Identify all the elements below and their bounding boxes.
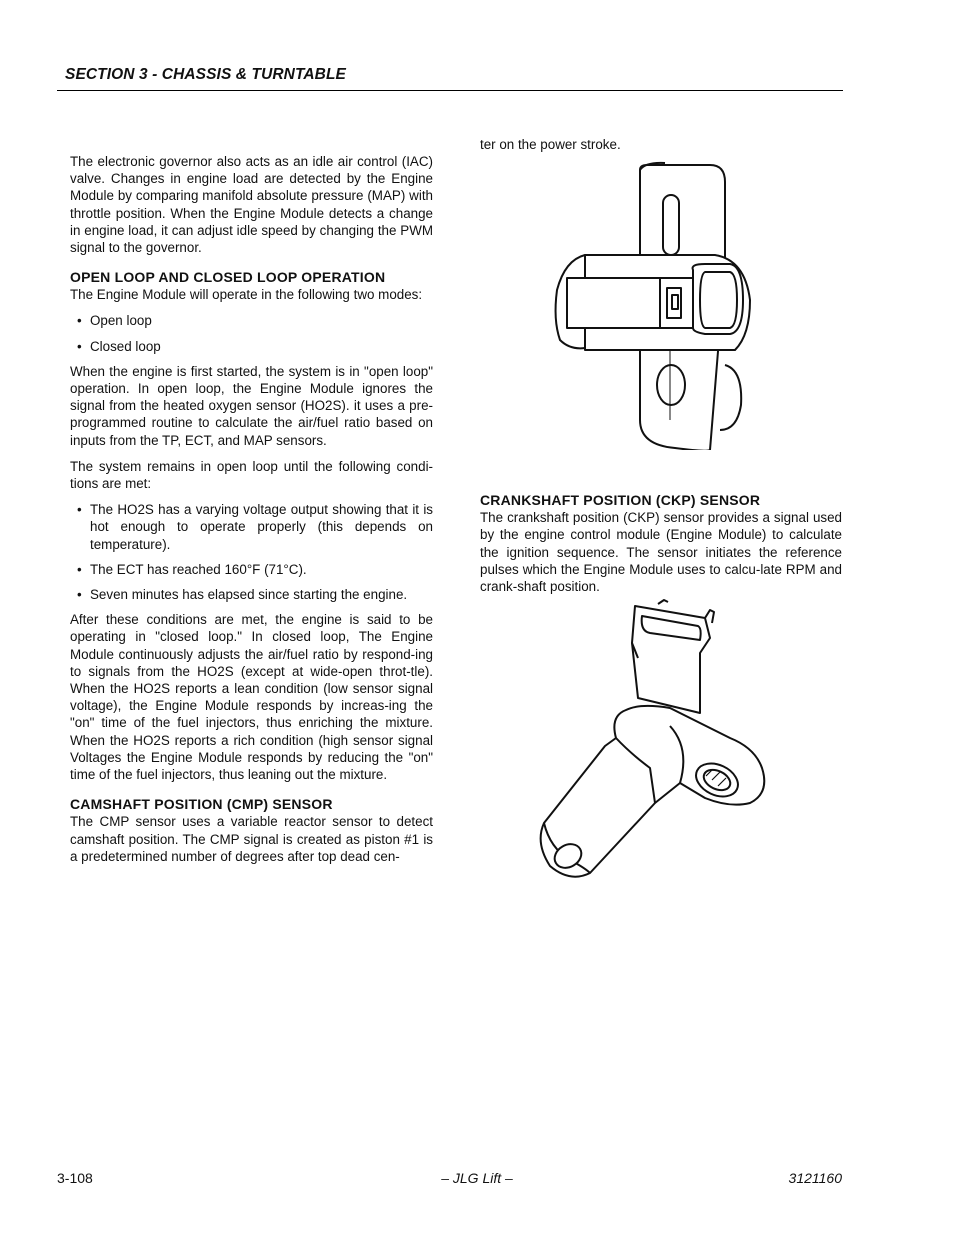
open-loop-paragraph: When the engine is first started, the system is in "open loop" operation. In open loop, the Engine Module ignores the signal from the heated oxygen sensor (HO2S). it uses a pre-programmed routine to calculate the air/fuel ratio based on inputs from the TP, ECT, and MAP sensors. bbox=[70, 363, 433, 448]
loop-operation-heading: OPEN LOOP AND CLOSED LOOP OPERATION bbox=[70, 269, 386, 286]
ckp-sensor-illustration bbox=[530, 598, 775, 888]
left-column bbox=[70, 153, 433, 865]
conditions-intro-paragraph: The system remains in open loop until the following condi-tions are met: bbox=[70, 458, 433, 492]
section-header bbox=[57, 62, 843, 91]
conditions-list bbox=[70, 501, 433, 603]
document-number: 3121160 bbox=[788, 1170, 842, 1186]
closed-loop-paragraph: After these conditions are met, the engine is said to be operating in "closed loop." In closed loop, The Engine Module continuously adjusts the air/fuel ratio by respond-ing to signals from the HO2S (except at wide-open throt-tle). When the HO2S reports a lean condition (low sensor signal voltage), the Engine Module responds by increas-ing the "on" time of the fuel injectors, thus enriching the mixture. When the HO2S reports a rich condition (high sensor signal Voltages the Engine Module responds by reducing the "on" time of the fuel injectors, thus leaning out the mixture. bbox=[70, 612, 433, 783]
cmp-sensor-illustration bbox=[545, 160, 765, 450]
cmp-sensor-heading: CAMSHAFT POSITION (CMP) SENSOR bbox=[70, 796, 333, 813]
modes-list bbox=[70, 312, 433, 354]
cmp-continued-paragraph: ter on the power stroke. bbox=[480, 137, 621, 152]
ckp-sensor-heading: CRANKSHAFT POSITION (CKP) SENSOR bbox=[480, 492, 761, 509]
section-title: SECTION 3 - CHASSIS & TURNTABLE bbox=[65, 66, 346, 83]
list-item: • Open loop bbox=[70, 312, 433, 329]
list-item: • Closed loop bbox=[70, 338, 433, 355]
governor-intro-paragraph: The electronic governor also acts as an idle air control (IAC) valve. Changes in engine load are detected by the Engine Module by comparing manifold absolute pressure (MAP) with throttle position. When the Engine Module detects a change in engine load, it can adjust idle speed by changing the PWM signal to the governor. bbox=[70, 154, 433, 256]
ckp-sensor-paragraph: The crankshaft position (CKP) sensor provides a signal used by the engine control module (Engine Module) to calculate the ignition sequence. The sensor initiates the reference pulses which the Engine Module uses to calcu-late RPM and crank-shaft position. bbox=[480, 510, 842, 595]
publisher-label: – JLG Lift – bbox=[441, 1170, 513, 1186]
list-item: • The ECT has reached 160°F (71°C). bbox=[70, 561, 433, 578]
list-item: • Seven minutes has elapsed since starting the engine. bbox=[70, 586, 433, 603]
loop-intro-paragraph: The Engine Module will operate in the following two modes: bbox=[70, 287, 423, 303]
list-item: • The HO2S has a varying voltage output showing that it is hot enough to operate properly (this depends on temperature). bbox=[70, 501, 433, 553]
page-number: 3-108 bbox=[57, 1170, 93, 1186]
cmp-sensor-paragraph: The CMP sensor uses a variable reactor sensor to detect camshaft position. The CMP signal is created as piston #1 is a predetermined number of degrees after top dead cen- bbox=[70, 814, 433, 864]
